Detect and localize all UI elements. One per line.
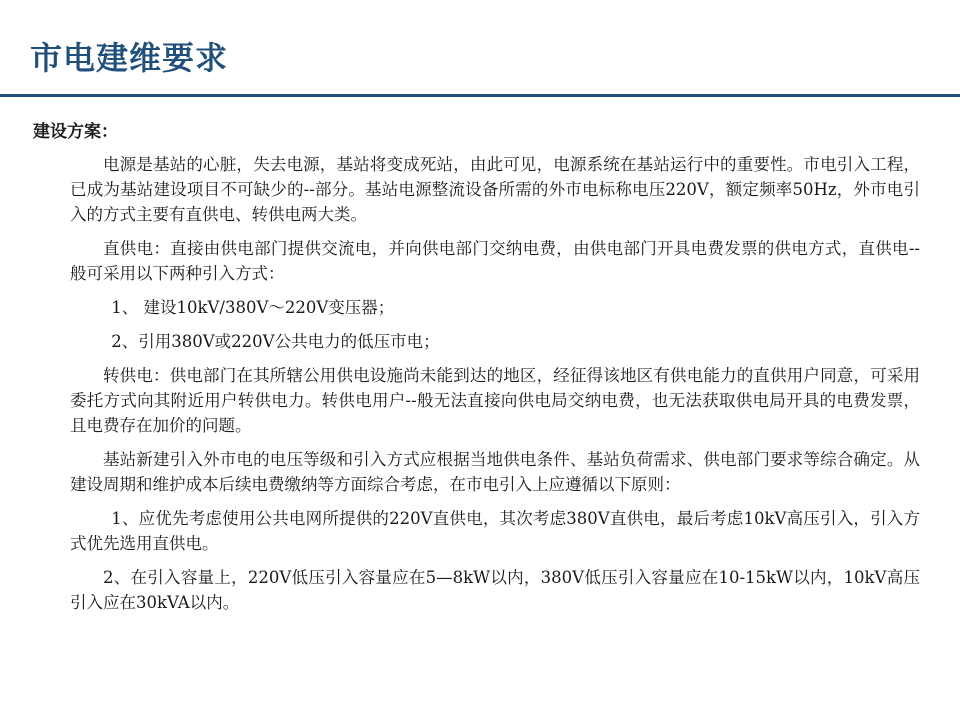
- body-content: [70, 152, 920, 624]
- list-item-low-voltage: 2、引用380V或220V公共电力的低压市电；: [111, 332, 440, 351]
- slide-title: 市电建维要求: [30, 39, 229, 77]
- title-divider: [0, 94, 960, 97]
- paragraph-direct-supply: 直供电：直接由供电部门提供交流电，并向供电部门交纳电费，由供电部门开具电费发票的供电方式，直供电--般可采用以下两种引入方式：: [70, 239, 920, 283]
- paragraph-power-importance: 电源是基站的心脏，失去电源，基站将变成死站，由此可见，电源系统在基站运行中的重要性。市电引入工程，已成为基站建设项目不可缺少的--部分。基站电源整流设备所需的外市电标称电压220V，额定频率50Hz，外市电引入的方式主要有直供电、转供电两大类。: [70, 155, 920, 224]
- principle-item-priority: 1、应优先考虑使用公共电网所提供的220V直供电，其次考虑380V直供电，最后考虑10kV高压引入，引入方式优先选用直供电。: [70, 509, 920, 553]
- section-heading: 建设方案：: [33, 122, 118, 142]
- list-item-transformer: 1、 建设10kV/380V～220V变压器；: [111, 298, 395, 317]
- principle-item-capacity: 2、在引入容量上，220V低压引入容量应在5—8kW以内，380V低压引入容量应在10-15kW以内，10kV高压引入应在30kVA以内。: [70, 568, 920, 612]
- paragraph-transfer-supply: 转供电：供电部门在其所辖公用供电设施尚未能到达的地区，经征得该地区有供电能力的直供用户同意，可采用委托方式向其附近用户转供电力。转供电用户--般无法直接向供电局交纳电费，也无法获取供电局开具的电费发票，且电费存在加价的问题。: [70, 366, 920, 435]
- paragraph-new-site-principles: 基站新建引入外市电的电压等级和引入方式应根据当地供电条件、基站负荷需求、供电部门要求等综合确定。从建设周期和维护成本后续电费缴纳等方面综合考虑，在市电引入上应遵循以下原则：: [70, 450, 920, 494]
